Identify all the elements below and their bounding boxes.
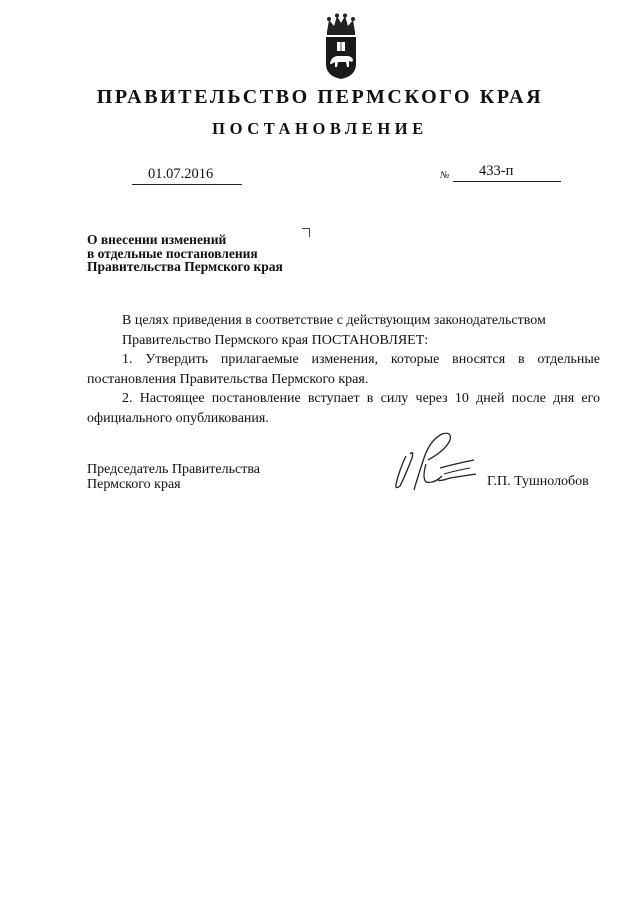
resolution-item-2: 2. Настоящее постановление вступает в силу через 10 дней после дня его официального опубликования.: [87, 391, 600, 426]
signatory-name: Г.П. Тушнолобов: [487, 474, 589, 489]
signatory-position: [87, 462, 260, 492]
handwritten-signature-icon: [392, 428, 484, 496]
government-title: ПРАВИТЕЛЬСТВО ПЕРМСКОГО КРАЯ: [96, 86, 544, 108]
subject-line: Правительства Пермского края: [87, 259, 283, 274]
document-subject: [87, 233, 347, 274]
document-date: [132, 166, 242, 185]
position-line: Председатель Правительства: [87, 462, 260, 477]
intro-paragraph-line: Правительство Пермского края ПОСТАНОВЛЯЕТ:: [122, 333, 429, 348]
position-line: Пермского края: [87, 477, 181, 492]
intro-paragraph-line: В целях приведения в соответствие с действующим законодательством: [122, 313, 546, 328]
resolution-item-1: 1. Утвердить прилагаемые изменения, которые вносятся в отдельные постановления Правительства Пермского края.: [87, 352, 600, 387]
coat-of-arms-icon: [319, 12, 363, 80]
number-sign: №: [440, 170, 450, 181]
subject-line: в отдельные постановления: [87, 245, 258, 261]
document-number-value: 433-п: [479, 163, 514, 179]
subject-line: О внесении изменений: [87, 232, 227, 247]
document-number: [453, 163, 561, 182]
document-type: ПОСТАНОВЛЕНИЕ: [212, 119, 428, 138]
document-date-value: 01.07.2016: [148, 166, 214, 182]
